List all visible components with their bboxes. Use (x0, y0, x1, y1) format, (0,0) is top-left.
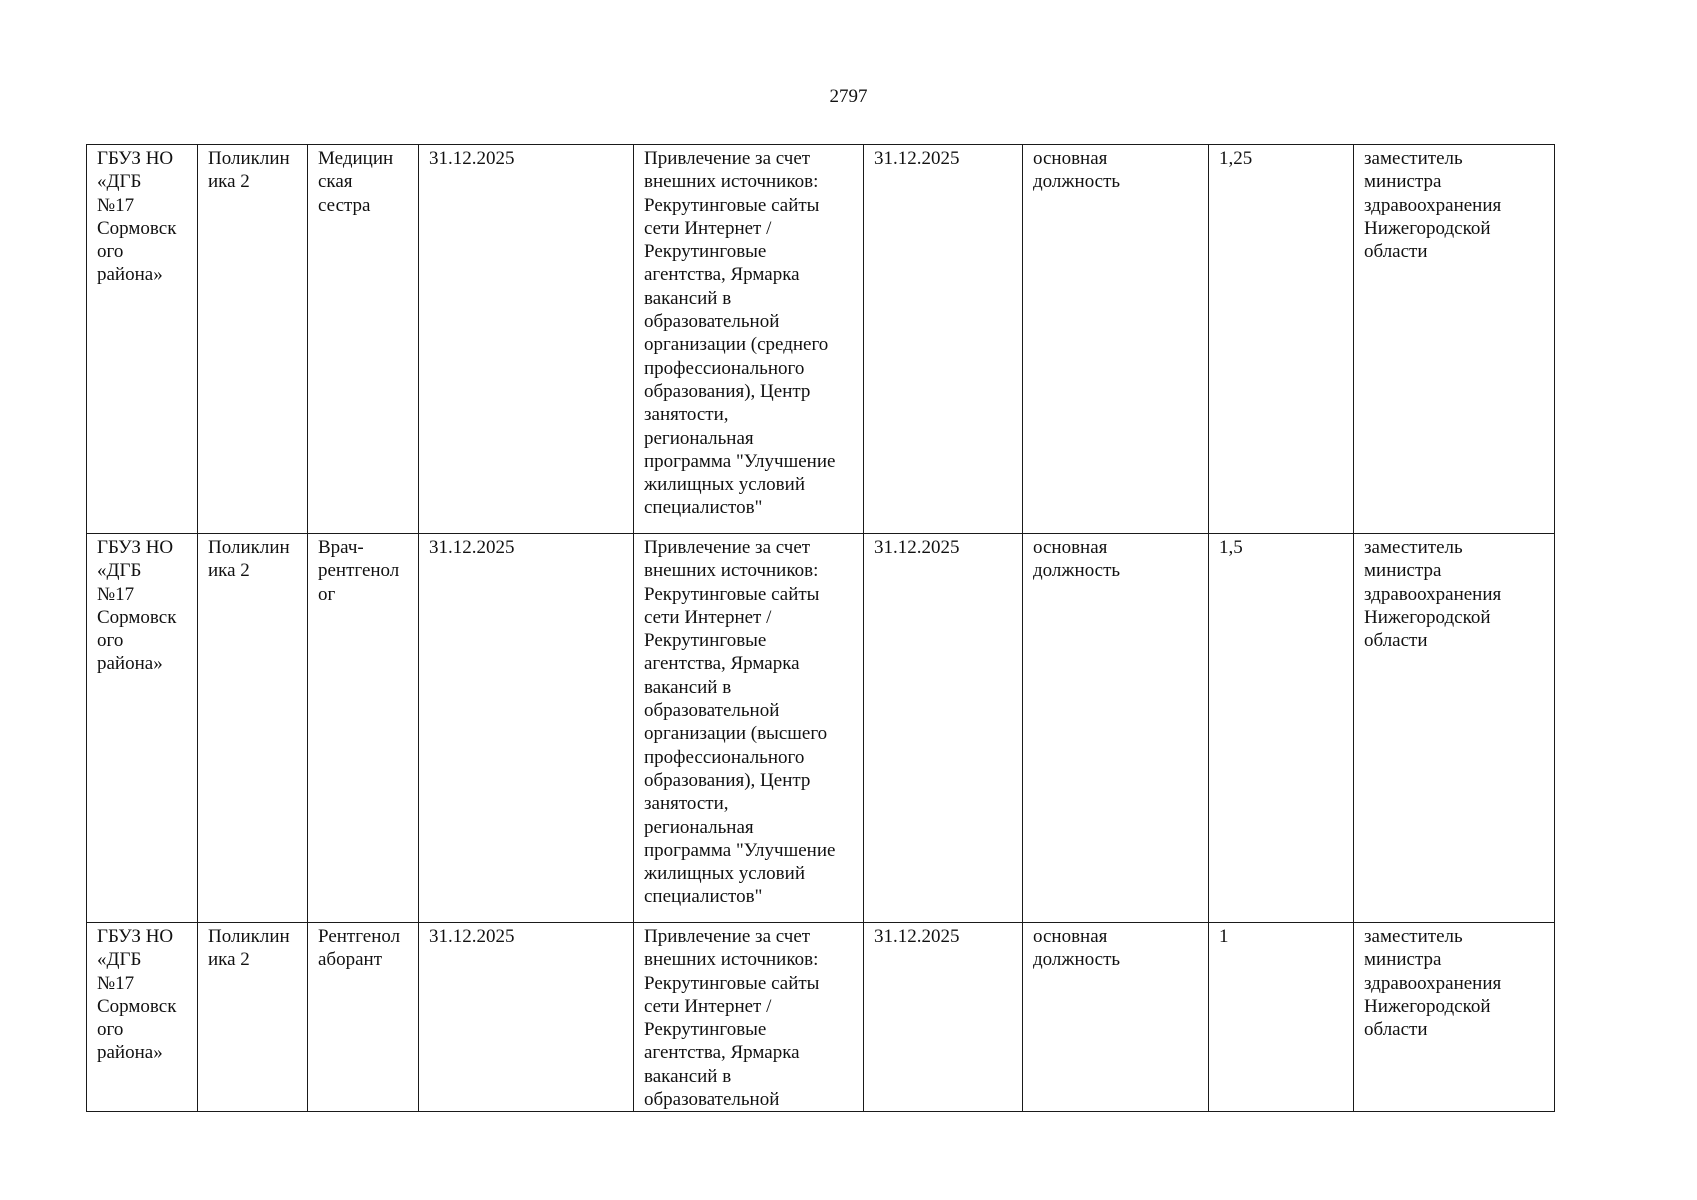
cell-position: Медицин ская сестра (308, 145, 419, 534)
cell-measure: Привлечение за счет внешних источников: Рекрутинговые сайты сети Интернет / Рекрутинговые агентства, Ярмарка вакансий в образовательной организации (высшего профессионального образования), Центр занятости, региональная программа "Улучшение жилищных условий специалистов" (634, 534, 864, 923)
cell-date-2: 31.12.2025 (864, 145, 1023, 534)
table-row (87, 145, 1555, 534)
cell-job-type: основная должность (1023, 923, 1209, 1112)
cell-date-1: 31.12.2025 (419, 923, 634, 1112)
cell-organization: ГБУЗ НО «ДГБ №17 Сормовск ого района» (87, 923, 198, 1112)
cell-unit: Поликлин ика 2 (198, 923, 308, 1112)
page-number: 2797 (829, 86, 868, 107)
cell-position: Рентгенол аборант (308, 923, 419, 1112)
table-row (87, 534, 1555, 923)
cell-date-2: 31.12.2025 (864, 534, 1023, 923)
cell-responsible: заместитель министра здравоохранения Нижегородской области (1354, 145, 1555, 534)
cell-date-2: 31.12.2025 (864, 923, 1023, 1112)
cell-measure: Привлечение за счет внешних источников: Рекрутинговые сайты сети Интернет / Рекрутинговые агентства, Ярмарка вакансий в образовательной организации (среднего профессионального образования), Центр занятости, региональная программа "Улучшение жилищных условий специалистов" (634, 145, 864, 534)
cell-date-1: 31.12.2025 (419, 145, 634, 534)
cell-organization: ГБУЗ НО «ДГБ №17 Сормовск ого района» (87, 534, 198, 923)
staffing-table (86, 144, 1555, 1112)
cell-measure: Привлечение за счет внешних источников: Рекрутинговые сайты сети Интернет / Рекрутинговые агентства, Ярмарка вакансий в образовательной (634, 923, 864, 1112)
table-row (87, 923, 1555, 1112)
cell-position: Врач- рентгенол ог (308, 534, 419, 923)
cell-rate: 1,25 (1209, 145, 1354, 534)
cell-date-1: 31.12.2025 (419, 534, 634, 923)
cell-organization: ГБУЗ НО «ДГБ №17 Сормовск ого района» (87, 145, 198, 534)
cell-unit: Поликлин ика 2 (198, 534, 308, 923)
cell-responsible: заместитель министра здравоохранения Нижегородской области (1354, 534, 1555, 923)
cell-rate: 1 (1209, 923, 1354, 1112)
cell-job-type: основная должность (1023, 145, 1209, 534)
cell-rate: 1,5 (1209, 534, 1354, 923)
cell-job-type: основная должность (1023, 534, 1209, 923)
cell-unit: Поликлин ика 2 (198, 145, 308, 534)
cell-responsible: заместитель министра здравоохранения Нижегородской области (1354, 923, 1555, 1112)
